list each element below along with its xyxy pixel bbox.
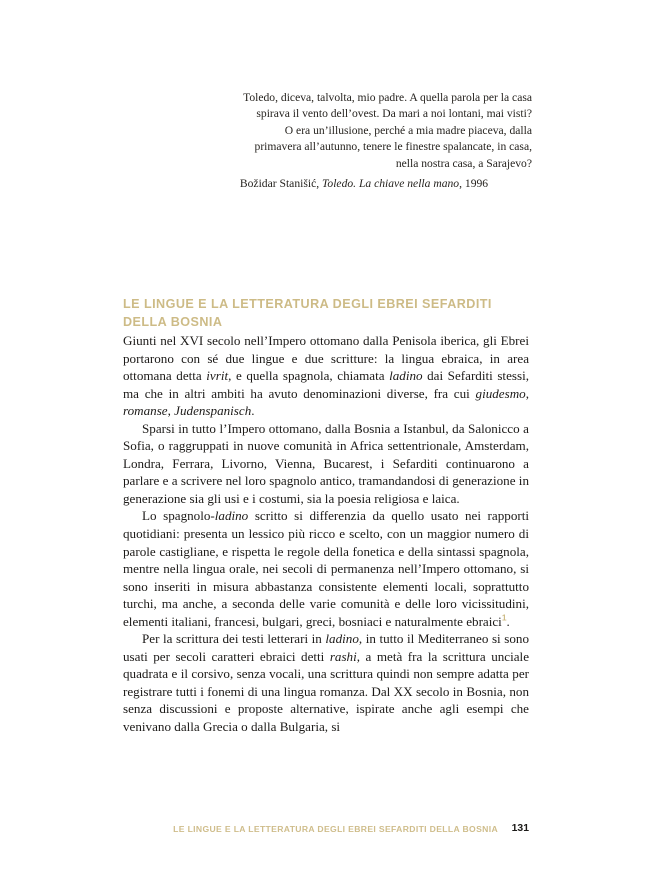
text-run: scritto si differenzia da quello usato nei rapporti quotidiani: presenta un lessico più ricco e scelto, con un maggior numero di parole castigliane, e rispetta le regole della fonetica e della sintassi spagnola, mentre nella lingua orale, nei secoli di permanenza nell’Impero ottomano, si sono inseriti in misura abbastanza consistente elementi locali, soprattutto turchi, ma anche, a seconda delle varie comunità e delle loro vicissitudini, elementi italiani, francesi, bulgari, greci, bosniaci e naturalmente ebraici [123,508,529,629]
section-heading: LE LINGUE E LA LETTERATURA DEGLI EBREI SEFARDITI DELLA BOSNIA [123,297,492,329]
text-run: , a metà fra la scrittura unciale quadrata e il corsivo, senza vocali, una scrittura quindi non sempre adatta per registrare tutti i fonemi di una lingua romanza. Dal XX secolo in Bosnia, non senza discussioni e proposte alternative, ispirate anche agli esempi che venivano dalla Grecia o dalla Bulgaria, si [123,648,530,735]
paragraph-4 [123,630,529,735]
epigraph-work-title: Toledo. La chiave nella mano [322,177,460,190]
epigraph-line: O era un’illusione, perché a mia madre piaceva, dalla [284,123,532,137]
text-run: , [167,403,175,419]
epigraph-attribution [196,176,532,192]
footer-running-title: LE LINGUE E LA LETTERATURA DEGLI EBREI SEFARDITI DELLA BOSNIA [173,824,498,834]
footnote-reference-1[interactable]: 1 [501,612,507,623]
page-footer [123,823,529,839]
term-ladino: ladino [325,631,359,647]
term-ivrit: ivrit [206,368,229,384]
text-run: , e quella spagnola, chiamata [228,368,390,384]
text-run: Per la scrittura dei testi letterari in [141,631,326,647]
epigraph-quote [196,90,532,172]
epigraph-line: spirava il vento dell’ovest. Da mari a noi lontani, mai visti? [256,107,532,121]
text-run: Giunti nel XVI secolo nell’Impero ottomano dalla Penisola iberica, gli Ebrei portarono con sé due lingue e due scritture: la lingua ebraica, in area ottomana detta [123,333,529,384]
term-giudesmo: giudesmo [475,385,526,401]
text-run: dai Sefarditi stessi, ma che in altri ambiti ha avuto denominazioni diverse, fra cui [123,368,529,401]
page-number: 131 [511,823,529,834]
epigraph-line: Toledo, diceva, talvolta, mio padre. A quella parola per la casa [243,91,532,104]
epigraph-year: , 1996 [459,177,489,190]
text-run: Lo spagnolo- [141,508,215,524]
term-romanse: romanse [123,403,168,419]
text-run: , [525,385,529,401]
paragraph-3 [123,507,529,630]
epigraph-line: primavera all’autunno, tenere le finestre spalancate, in casa, [254,140,532,154]
term-judenspanisch: Judenspanisch [174,403,252,419]
text-run: . [506,613,510,629]
epigraph-author: Božidar Stanišić, [239,177,323,190]
text-run: . [251,403,255,419]
term-ladino: ladino [389,368,423,384]
paragraph-2: Sparsi in tutto l’Impero ottomano, dalla Bosnia a Istanbul, da Salonicco a Sofia, o raggruppati in nuove comunità in Africa settentrionale, Amsterdam, Londra, Ferrara, Livorno, Vienna, Bucarest, i Sefarditi continuarono a parlare e a scrivere nel loro spagnolo antico, tramandandosi di generazione in generazione sia gli usi e i costumi, sia la poesia religiosa e laica. [123,420,529,506]
epigraph-line: nella nostra casa, a Sarajevo? [395,156,532,170]
term-rashi: rashi [329,648,357,664]
text-run: , in tutto il Mediterraneo si sono usati per secoli caratteri ebraici detti [123,631,529,664]
paragraph-1 [123,332,529,420]
term-ladino: ladino [214,508,249,524]
body-text [123,332,529,736]
